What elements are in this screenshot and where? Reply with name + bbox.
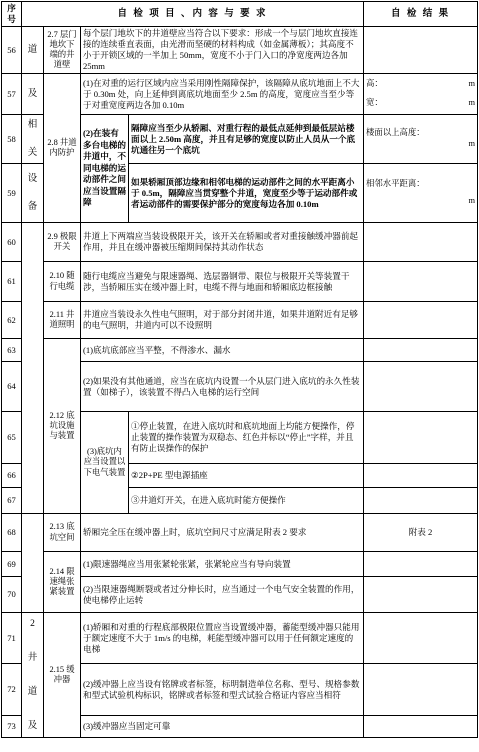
requirement-text: 如果轿厢顶部边缘和相邻电梯的运动部件之间的水平距离小于 0.5m，隔障应当贯穿整个井道，宽度至少等于运动部件或者运动部件的需要保护部分的宽度每边各加 0.10m: [129, 164, 364, 223]
requirement-text: ②2P+PE 型电源插座: [129, 464, 364, 488]
result-cell: [364, 613, 478, 664]
requirement-text: 轿厢完全压在缓冲器上时，底坑空间尺寸应满足附表 2 要求: [81, 514, 364, 552]
item-label: 2.11 井道照明: [44, 302, 81, 339]
requirement-text: (2)当限速器绳断裂或者过分伸长时，应当通过一个电气安全装置的作用，使电梯停止运转: [81, 577, 364, 613]
row-number: 65: [2, 412, 22, 464]
requirement-text: (2)缓冲器上应当设有铭牌或者标签，标明制造单位名称、型号、规格参数和型式试验机构标识，铭牌或者标签和型式试验合格证内容应当相符: [81, 664, 364, 716]
row-number: 62: [2, 302, 22, 339]
row-number: 56: [2, 27, 22, 74]
unit-label: m: [468, 196, 476, 205]
section-spacer: [22, 223, 44, 514]
requirement-text: (1)轿厢和对重的行程底部极限位置应当设置缓冲器，蓄能型缓冲器只能用于额定速度不大于 1m/s 的电梯，耗能型缓冲器可以用于任何额定速度的电梯: [81, 613, 364, 664]
item-label: 2.13 底坑空间: [44, 514, 81, 552]
row-number: 59: [2, 164, 22, 223]
unit-label: m: [468, 98, 476, 107]
requirement-text: (1)底坑底部应当平整，不得渗水、漏水: [81, 339, 364, 362]
section-label-char: 设: [27, 173, 38, 184]
result-cell: [364, 577, 478, 613]
row-number: 68: [2, 514, 22, 552]
result-cell: 附表 2: [364, 514, 478, 552]
inspection-table: [1, 1, 478, 738]
requirement-text: 随行电缆应当避免与限速器绳、选层器钢带、限位与极限开关等装置干涉，当轿厢压实在缓冲器上时，电缆不得与地面和轿厢底边框接触: [81, 262, 364, 302]
header-results: 自 检 结 果: [364, 2, 478, 27]
row-number: 67: [2, 488, 22, 514]
item-label: 2.14 限速绳张紧装置: [44, 552, 81, 613]
result-cell: [364, 488, 478, 514]
result-cell: [364, 262, 478, 302]
result-cell: [364, 74, 478, 115]
row-number: 58: [2, 115, 22, 164]
requirement-text: ③井道灯开关，在进入底坑时能方便操作: [129, 488, 364, 514]
result-cell: [364, 339, 478, 362]
result-cell: [364, 27, 478, 74]
row-number: 71: [2, 613, 22, 664]
section-label: [22, 164, 44, 223]
result-cell: [364, 164, 478, 223]
row-number: 64: [2, 362, 22, 412]
result-cell: [364, 664, 478, 716]
section-label-char: 井: [27, 652, 38, 663]
section-label-char: 关: [27, 148, 38, 158]
row-number: 61: [2, 262, 22, 302]
result-cell: [364, 412, 478, 464]
unit-label: m: [468, 139, 476, 148]
requirement-text: (1)限速器绳应当用张紧轮张紧，张紧轮应当有导向装置: [81, 552, 364, 577]
row-number: 66: [2, 464, 22, 488]
result-label: 相邻水平距离：: [366, 179, 425, 189]
sub-item-label: (3)底坑内应当设置以下电气装置: [81, 412, 129, 514]
row-number: 63: [2, 339, 22, 362]
row-number: 60: [2, 223, 22, 262]
item-label: 2.9 极限开关: [44, 223, 81, 262]
result-cell: [364, 223, 478, 262]
requirement-text: (3)缓冲器应当固定可靠: [81, 716, 364, 738]
section-label: [22, 613, 44, 738]
row-number: 70: [2, 577, 22, 613]
requirement-text: (1)在对重的运行区域内应当采用刚性隔障保护，该隔障从底坑地面上不大于 0.30m 处，向上延伸到离底坑地面至少 2.5m 的高度，宽度应当至少等于对重宽度两边各加 0.10m: [81, 74, 364, 115]
unit-label: m: [468, 79, 476, 89]
item-label: 2.10 随行电缆: [44, 262, 81, 302]
section-label-char: 及: [27, 721, 38, 732]
result-label: 高：: [366, 79, 383, 89]
row-number: 73: [2, 716, 22, 738]
row-number: 57: [2, 74, 22, 115]
item-label: 2.7 层门地坎下端的井道壁: [44, 27, 81, 74]
requirement-text: 隔障应当至少从轿厢、对重行程的最低点延伸到最低层站楼面以上 2.50m 高度，并且有足够的宽度以防止人员从一个底坑通往另一个底坑: [129, 115, 364, 164]
item-label: 2.12 底坑设施与装置: [44, 339, 81, 514]
section-label-char: 2: [30, 618, 35, 629]
requirement-text: 井道上下两端应当装设极限开关，该开关在轿厢或者对重接触缓冲器前起作用，并且在缓冲器被压缩期间保持其动作状态: [81, 223, 364, 262]
section-spacer: [22, 514, 44, 613]
result-label: 楼面以上高度：: [366, 128, 425, 138]
header-seq: 序号: [2, 2, 22, 27]
item-label: 2.8 井道内防护: [44, 74, 81, 223]
requirement-text: 每个层门地坎下的井道壁应当符合以下要求：形成一个与层门地坎直接连接的连续垂直表面，由光滑而坚硬的材料构成（如金属薄板）；其高度不小于开锁区域的一半加上 50mm，宽度不小于门入口的净宽度两边各加 25mm: [81, 27, 364, 74]
item-label: 2.15 缓冲器: [44, 613, 81, 738]
result-label: 宽：: [366, 98, 383, 107]
result-cell: [364, 115, 478, 164]
result-cell: [364, 464, 478, 488]
row-number: 69: [2, 552, 22, 577]
section-label: [22, 115, 44, 164]
section-label-char: 备: [27, 202, 38, 212]
section-label-char: 相: [27, 119, 38, 130]
requirement-text: (2)如果没有其他通道，应当在底坑内设置一个从层门进入底坑的永久性装置（如梯子），该装置不得凸入电梯的运行空间: [81, 362, 364, 412]
requirement-text: ①停止装置，在进入底坑时和底坑地面上均能方便操作，停止装置的操作装置为双稳态、红色并标以“停止”字样，并且有防止误操作的保护: [129, 412, 364, 464]
row-number: 72: [2, 664, 22, 716]
sub-item-label: (2)在装有多台电梯的井道中，不同电梯的运动部件之间应当设置隔障: [81, 115, 129, 223]
result-cell: [364, 362, 478, 412]
section-label: 道: [22, 27, 44, 74]
header-requirements: 自 检 项 目 、内 容 与 要 求: [22, 2, 364, 27]
section-label-char: 道: [27, 687, 38, 697]
result-cell: [364, 552, 478, 577]
result-cell: [364, 302, 478, 339]
section-label: 及: [22, 74, 44, 115]
result-cell: [364, 716, 478, 738]
requirement-text: 井道应当装设永久性电气照明，对于部分封闭井道，如果井道附近有足够的电气照明，井道内可以不设照明: [81, 302, 364, 339]
